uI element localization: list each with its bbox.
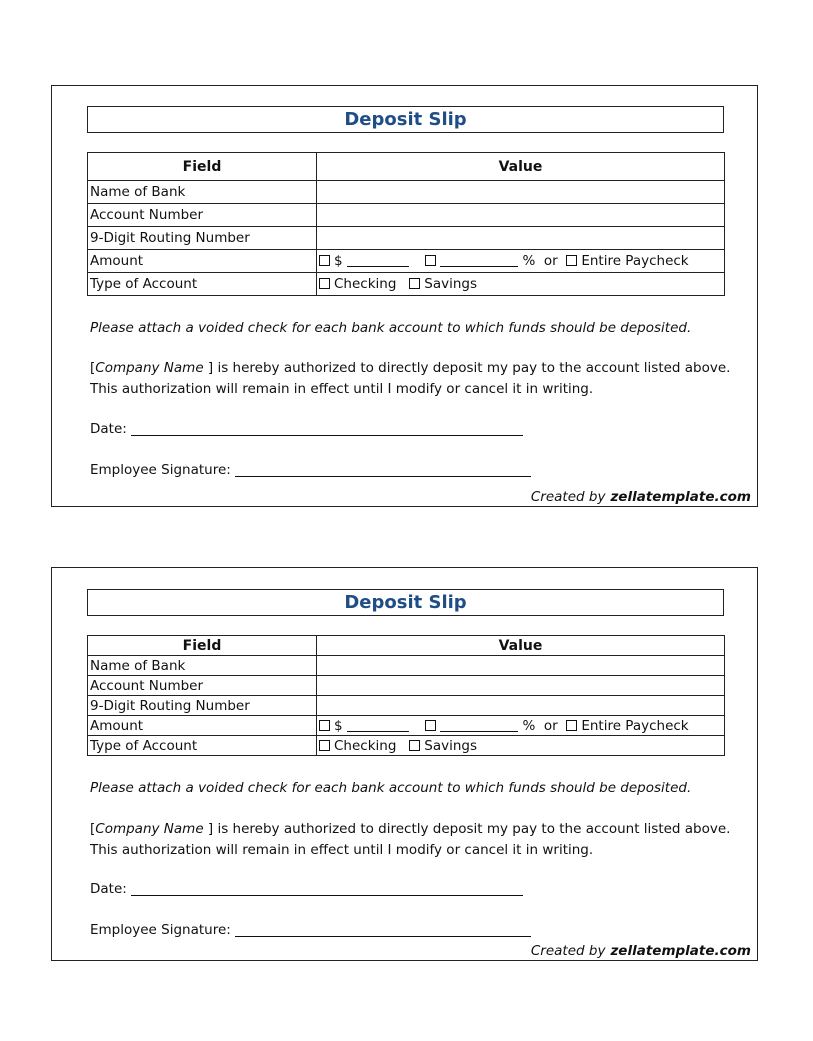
date-line[interactable] — [131, 883, 523, 896]
company-name-placeholder: Company Name — [95, 821, 204, 837]
date-line[interactable] — [131, 423, 523, 436]
checking-label: Checking — [334, 737, 397, 754]
field-header: Field — [88, 153, 317, 181]
savings-label: Savings — [424, 276, 478, 292]
table-row — [88, 204, 725, 227]
dollar-sign: $ — [334, 253, 343, 269]
savings-checkbox[interactable] — [409, 278, 420, 289]
percent-amount-blank[interactable] — [440, 255, 518, 267]
percent-checkbox[interactable] — [425, 720, 436, 731]
signature-line[interactable] — [235, 924, 531, 937]
authorization-line-1: [Company Name ] is hereby authorized to directly deposit my pay to the account listed above. — [90, 821, 731, 837]
routing-number-input[interactable] — [317, 227, 725, 250]
site-link[interactable]: zellatemplate.com — [610, 489, 751, 505]
amount-label: Amount — [88, 250, 317, 273]
deposit-slip-1 — [51, 85, 758, 507]
table-row — [88, 273, 725, 296]
or-text: or — [543, 717, 558, 734]
checking-checkbox[interactable] — [319, 740, 330, 751]
account-number-label: Account Number — [88, 204, 317, 227]
table-row — [88, 696, 725, 716]
created-by-text: Created by — [530, 489, 606, 505]
voided-check-note: Please attach a voided check for each bank account to which funds should be deposited. — [90, 320, 692, 336]
amount-label: Amount — [88, 716, 317, 736]
bank-name-input[interactable] — [317, 181, 725, 204]
table-row — [88, 676, 725, 696]
credit-line — [531, 489, 751, 505]
date-row — [90, 881, 523, 897]
slip-title: Deposit Slip — [87, 589, 724, 616]
savings-label: Savings — [424, 737, 478, 754]
account-number-input[interactable] — [317, 204, 725, 227]
checking-checkbox[interactable] — [319, 278, 330, 289]
signature-line[interactable] — [235, 464, 531, 477]
table-row — [88, 656, 725, 676]
amount-options — [317, 250, 725, 273]
date-row — [90, 421, 523, 437]
savings-checkbox[interactable] — [409, 740, 420, 751]
authorization-line-2: This authorization will remain in effect until I modify or cancel it in writing. — [90, 381, 594, 397]
account-number-label: Account Number — [88, 676, 317, 696]
table-row — [88, 736, 725, 756]
authorization-line-1-rest: ] is hereby authorized to directly deposit my pay to the account listed above. — [207, 360, 731, 376]
authorization-line-1-rest: ] is hereby authorized to directly deposit my pay to the account listed above. — [207, 821, 731, 837]
entire-paycheck-checkbox[interactable] — [566, 720, 577, 731]
value-header: Value — [317, 636, 725, 656]
date-label: Date: — [90, 881, 127, 897]
dollar-checkbox[interactable] — [319, 255, 330, 266]
dollar-amount-blank[interactable] — [347, 720, 409, 732]
created-by-text: Created by — [530, 943, 606, 959]
authorization-line-2: This authorization will remain in effect until I modify or cancel it in writing. — [90, 842, 594, 858]
table-header-row — [88, 153, 725, 181]
company-name-placeholder: Company Name — [95, 360, 204, 376]
bank-name-input[interactable] — [317, 656, 725, 676]
entire-paycheck-label: Entire Paycheck — [581, 717, 689, 734]
deposit-table — [87, 152, 725, 296]
account-type-label: Type of Account — [88, 273, 317, 296]
checking-label: Checking — [334, 276, 397, 292]
percent-sign: % — [522, 717, 536, 734]
signature-label: Employee Signature: — [90, 462, 231, 478]
table-row — [88, 227, 725, 250]
routing-number-input[interactable] — [317, 696, 725, 716]
or-text: or — [543, 253, 558, 269]
routing-number-label: 9-Digit Routing Number — [88, 696, 317, 716]
authorization-text — [90, 819, 730, 861]
account-type-options — [317, 273, 725, 296]
deposit-slip-2 — [51, 567, 758, 961]
bank-name-label: Name of Bank — [88, 181, 317, 204]
table-row — [88, 181, 725, 204]
dollar-checkbox[interactable] — [319, 720, 330, 731]
credit-line — [531, 943, 751, 959]
date-label: Date: — [90, 421, 127, 437]
account-type-label: Type of Account — [88, 736, 317, 756]
table-header-row — [88, 636, 725, 656]
authorization-line-1: [Company Name ] is hereby authorized to directly deposit my pay to the account listed above. — [90, 360, 731, 376]
deposit-table — [87, 635, 725, 756]
entire-paycheck-checkbox[interactable] — [566, 255, 577, 266]
entire-paycheck-label: Entire Paycheck — [581, 253, 689, 269]
amount-options — [317, 716, 725, 736]
routing-number-label: 9-Digit Routing Number — [88, 227, 317, 250]
table-row — [88, 250, 725, 273]
signature-label: Employee Signature: — [90, 922, 231, 938]
percent-amount-blank[interactable] — [440, 720, 518, 732]
percent-sign: % — [522, 253, 536, 269]
percent-checkbox[interactable] — [425, 255, 436, 266]
slip-title: Deposit Slip — [87, 106, 724, 133]
authorization-text — [90, 358, 730, 400]
account-number-input[interactable] — [317, 676, 725, 696]
field-header: Field — [88, 636, 317, 656]
bank-name-label: Name of Bank — [88, 656, 317, 676]
dollar-sign: $ — [334, 717, 343, 734]
site-link[interactable]: zellatemplate.com — [610, 943, 751, 959]
voided-check-note: Please attach a voided check for each bank account to which funds should be deposited. — [90, 780, 692, 796]
dollar-amount-blank[interactable] — [347, 255, 409, 267]
signature-row — [90, 462, 531, 478]
signature-row — [90, 922, 531, 938]
account-type-options — [317, 736, 725, 756]
value-header: Value — [317, 153, 725, 181]
table-row — [88, 716, 725, 736]
